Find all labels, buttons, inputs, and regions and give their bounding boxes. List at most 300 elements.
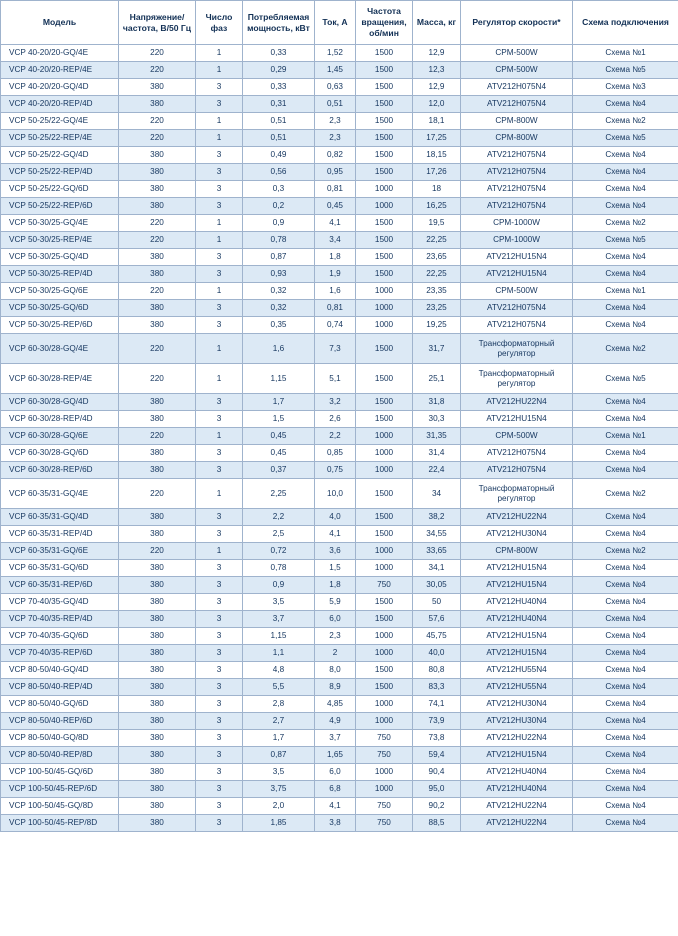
cell-7: ATV212H075N4: [461, 462, 573, 479]
cell-7: ATV212H075N4: [461, 96, 573, 113]
cell-3: 0,45: [243, 445, 315, 462]
cell-8: Схема №4: [573, 730, 678, 747]
cell-1: 380: [119, 266, 196, 283]
cell-1: 380: [119, 662, 196, 679]
cell-4: 4,1: [315, 215, 356, 232]
cell-6: 95,0: [413, 781, 461, 798]
cell-5: 1500: [356, 394, 413, 411]
cell-7: ATV212HU15N4: [461, 577, 573, 594]
cell-3: 0,49: [243, 147, 315, 164]
cell-model: VCP 50-30/25-GQ/6E: [1, 283, 119, 300]
table-row: [1, 696, 678, 713]
cell-1: 380: [119, 781, 196, 798]
cell-8: Схема №4: [573, 394, 678, 411]
column-header-7: Регулятор скорости*: [461, 1, 573, 45]
cell-model: VCP 80-50/40-REP/8D: [1, 747, 119, 764]
cell-8: Схема №2: [573, 543, 678, 560]
cell-7: Трансформаторный регулятор: [461, 479, 573, 509]
cell-1: 380: [119, 198, 196, 215]
cell-3: 1,15: [243, 364, 315, 394]
table-row: [1, 317, 678, 334]
cell-1: 380: [119, 249, 196, 266]
cell-2: 3: [196, 394, 243, 411]
cell-1: 380: [119, 594, 196, 611]
cell-2: 3: [196, 300, 243, 317]
cell-5: 1000: [356, 560, 413, 577]
cell-1: 380: [119, 181, 196, 198]
cell-8: Схема №2: [573, 113, 678, 130]
cell-8: Схема №1: [573, 45, 678, 62]
cell-1: 220: [119, 334, 196, 364]
cell-5: 1500: [356, 79, 413, 96]
cell-3: 3,75: [243, 781, 315, 798]
cell-5: 1000: [356, 645, 413, 662]
cell-1: 380: [119, 696, 196, 713]
cell-model: VCP 40-20/20-REP/4D: [1, 96, 119, 113]
cell-4: 0,75: [315, 462, 356, 479]
cell-3: 4,8: [243, 662, 315, 679]
cell-4: 5,1: [315, 364, 356, 394]
table-row: [1, 645, 678, 662]
cell-2: 3: [196, 611, 243, 628]
cell-4: 0,82: [315, 147, 356, 164]
cell-8: Схема №4: [573, 764, 678, 781]
cell-4: 1,9: [315, 266, 356, 283]
cell-4: 3,2: [315, 394, 356, 411]
column-header-3: Потребляемая мощность, кВт: [243, 1, 315, 45]
cell-2: 3: [196, 645, 243, 662]
cell-2: 3: [196, 79, 243, 96]
cell-5: 750: [356, 747, 413, 764]
cell-2: 3: [196, 747, 243, 764]
cell-3: 1,7: [243, 394, 315, 411]
cell-1: 220: [119, 113, 196, 130]
cell-2: 3: [196, 147, 243, 164]
cell-2: 3: [196, 411, 243, 428]
table-row: [1, 764, 678, 781]
table-row: [1, 662, 678, 679]
cell-model: VCP 60-35/31-GQ/6E: [1, 543, 119, 560]
cell-model: VCP 60-30/28-GQ/6D: [1, 445, 119, 462]
table-row: [1, 543, 678, 560]
table-row: [1, 198, 678, 215]
cell-3: 1,5: [243, 411, 315, 428]
cell-5: 1500: [356, 509, 413, 526]
cell-5: 1500: [356, 232, 413, 249]
cell-1: 380: [119, 628, 196, 645]
cell-model: VCP 50-25/22-GQ/4D: [1, 147, 119, 164]
cell-7: ATV212H075N4: [461, 147, 573, 164]
cell-2: 1: [196, 479, 243, 509]
cell-8: Схема №4: [573, 611, 678, 628]
cell-7: ATV212HU22N4: [461, 815, 573, 832]
cell-8: Схема №4: [573, 96, 678, 113]
cell-6: 40,0: [413, 645, 461, 662]
cell-7: ATV212HU15N4: [461, 645, 573, 662]
cell-8: Схема №4: [573, 249, 678, 266]
table-row: [1, 560, 678, 577]
table-row: [1, 479, 678, 509]
cell-model: VCP 70-40/35-REP/6D: [1, 645, 119, 662]
cell-7: ATV212HU15N4: [461, 249, 573, 266]
cell-2: 3: [196, 249, 243, 266]
cell-5: 750: [356, 798, 413, 815]
cell-2: 3: [196, 198, 243, 215]
cell-5: 1500: [356, 147, 413, 164]
table-row: [1, 445, 678, 462]
column-header-6: Масса, кг: [413, 1, 461, 45]
cell-3: 0,87: [243, 249, 315, 266]
cell-3: 3,7: [243, 611, 315, 628]
cell-6: 18,15: [413, 147, 461, 164]
cell-4: 1,45: [315, 62, 356, 79]
cell-6: 31,35: [413, 428, 461, 445]
table-row: [1, 45, 678, 62]
cell-4: 1,8: [315, 577, 356, 594]
cell-model: VCP 60-35/31-REP/6D: [1, 577, 119, 594]
cell-6: 19,5: [413, 215, 461, 232]
cell-5: 1000: [356, 764, 413, 781]
cell-8: Схема №4: [573, 577, 678, 594]
cell-2: 3: [196, 628, 243, 645]
cell-1: 220: [119, 215, 196, 232]
cell-8: Схема №5: [573, 232, 678, 249]
cell-7: CPM-500W: [461, 428, 573, 445]
cell-4: 5,9: [315, 594, 356, 611]
cell-8: Схема №1: [573, 283, 678, 300]
cell-3: 0,31: [243, 96, 315, 113]
table-row: [1, 428, 678, 445]
cell-6: 80,8: [413, 662, 461, 679]
cell-1: 380: [119, 747, 196, 764]
cell-model: VCP 60-35/31-GQ/4D: [1, 509, 119, 526]
cell-8: Схема №4: [573, 462, 678, 479]
cell-4: 2: [315, 645, 356, 662]
cell-3: 0,35: [243, 317, 315, 334]
cell-1: 220: [119, 232, 196, 249]
cell-model: VCP 60-30/28-GQ/6E: [1, 428, 119, 445]
table-header-row: [1, 1, 678, 45]
cell-2: 3: [196, 815, 243, 832]
cell-1: 380: [119, 645, 196, 662]
cell-1: 380: [119, 679, 196, 696]
cell-8: Схема №5: [573, 62, 678, 79]
cell-3: 1,15: [243, 628, 315, 645]
cell-5: 1500: [356, 113, 413, 130]
cell-7: ATV212HU22N4: [461, 730, 573, 747]
cell-6: 83,3: [413, 679, 461, 696]
cell-3: 2,8: [243, 696, 315, 713]
cell-1: 380: [119, 394, 196, 411]
cell-5: 1000: [356, 317, 413, 334]
cell-6: 59,4: [413, 747, 461, 764]
cell-8: Схема №4: [573, 181, 678, 198]
cell-1: 220: [119, 543, 196, 560]
cell-6: 22,4: [413, 462, 461, 479]
cell-4: 3,6: [315, 543, 356, 560]
cell-2: 3: [196, 713, 243, 730]
cell-8: Схема №4: [573, 815, 678, 832]
cell-3: 2,7: [243, 713, 315, 730]
cell-4: 4,1: [315, 526, 356, 543]
cell-7: ATV212HU30N4: [461, 526, 573, 543]
cell-2: 1: [196, 543, 243, 560]
cell-8: Схема №1: [573, 428, 678, 445]
cell-5: 1500: [356, 266, 413, 283]
cell-4: 0,63: [315, 79, 356, 96]
cell-5: 750: [356, 815, 413, 832]
cell-2: 1: [196, 215, 243, 232]
column-header-0: Модель: [1, 1, 119, 45]
cell-8: Схема №4: [573, 560, 678, 577]
table-row: [1, 96, 678, 113]
cell-model: VCP 50-30/25-REP/6D: [1, 317, 119, 334]
cell-3: 0,37: [243, 462, 315, 479]
cell-model: VCP 50-30/25-REP/4D: [1, 266, 119, 283]
cell-4: 1,52: [315, 45, 356, 62]
cell-4: 0,45: [315, 198, 356, 215]
cell-5: 1000: [356, 713, 413, 730]
cell-7: Трансформаторный регулятор: [461, 364, 573, 394]
table-row: [1, 747, 678, 764]
cell-5: 1500: [356, 164, 413, 181]
table-row: [1, 594, 678, 611]
cell-3: 0,45: [243, 428, 315, 445]
cell-8: Схема №4: [573, 798, 678, 815]
cell-8: Схема №4: [573, 594, 678, 611]
cell-5: 1500: [356, 479, 413, 509]
cell-2: 3: [196, 445, 243, 462]
cell-7: Трансформаторный регулятор: [461, 334, 573, 364]
cell-6: 31,8: [413, 394, 461, 411]
cell-3: 1,6: [243, 334, 315, 364]
cell-4: 1,6: [315, 283, 356, 300]
table-row: [1, 611, 678, 628]
cell-model: VCP 60-30/28-GQ/4D: [1, 394, 119, 411]
cell-7: ATV212H075N4: [461, 317, 573, 334]
cell-6: 74,1: [413, 696, 461, 713]
cell-6: 73,8: [413, 730, 461, 747]
cell-8: Схема №4: [573, 509, 678, 526]
cell-8: Схема №4: [573, 679, 678, 696]
cell-4: 4,0: [315, 509, 356, 526]
cell-8: Схема №5: [573, 130, 678, 147]
cell-3: 0,33: [243, 45, 315, 62]
cell-5: 1000: [356, 198, 413, 215]
cell-2: 3: [196, 181, 243, 198]
cell-4: 2,6: [315, 411, 356, 428]
cell-5: 1000: [356, 696, 413, 713]
cell-2: 3: [196, 526, 243, 543]
cell-5: 1000: [356, 462, 413, 479]
cell-6: 23,35: [413, 283, 461, 300]
cell-4: 3,7: [315, 730, 356, 747]
cell-8: Схема №4: [573, 317, 678, 334]
cell-7: ATV212H075N4: [461, 164, 573, 181]
cell-6: 19,25: [413, 317, 461, 334]
cell-4: 2,3: [315, 130, 356, 147]
cell-model: VCP 40-20/20-GQ/4E: [1, 45, 119, 62]
cell-7: ATV212HU15N4: [461, 266, 573, 283]
cell-2: 3: [196, 462, 243, 479]
cell-4: 4,9: [315, 713, 356, 730]
cell-6: 17,25: [413, 130, 461, 147]
cell-4: 7,3: [315, 334, 356, 364]
table-row: [1, 283, 678, 300]
cell-3: 3,5: [243, 764, 315, 781]
cell-7: ATV212HU40N4: [461, 594, 573, 611]
cell-8: Схема №5: [573, 364, 678, 394]
cell-4: 0,81: [315, 300, 356, 317]
table-row: [1, 781, 678, 798]
cell-model: VCP 80-50/40-GQ/6D: [1, 696, 119, 713]
cell-5: 1500: [356, 526, 413, 543]
cell-5: 1500: [356, 662, 413, 679]
cell-5: 750: [356, 730, 413, 747]
table-header: [1, 1, 678, 45]
cell-6: 34,55: [413, 526, 461, 543]
cell-4: 0,95: [315, 164, 356, 181]
cell-6: 50: [413, 594, 461, 611]
cell-7: ATV212HU15N4: [461, 411, 573, 428]
cell-1: 380: [119, 815, 196, 832]
table-row: [1, 300, 678, 317]
cell-5: 1000: [356, 300, 413, 317]
cell-7: ATV212HU22N4: [461, 394, 573, 411]
table-row: [1, 113, 678, 130]
cell-6: 33,65: [413, 543, 461, 560]
column-header-1: Напряжение/ частота, В/50 Гц: [119, 1, 196, 45]
cell-2: 3: [196, 164, 243, 181]
cell-1: 380: [119, 79, 196, 96]
cell-model: VCP 100-50/45-REP/6D: [1, 781, 119, 798]
table-row: [1, 509, 678, 526]
cell-2: 3: [196, 798, 243, 815]
cell-model: VCP 60-35/31-REP/4D: [1, 526, 119, 543]
cell-1: 380: [119, 509, 196, 526]
cell-8: Схема №4: [573, 662, 678, 679]
cell-3: 0,72: [243, 543, 315, 560]
cell-2: 3: [196, 594, 243, 611]
cell-8: Схема №4: [573, 526, 678, 543]
table-row: [1, 394, 678, 411]
cell-1: 380: [119, 526, 196, 543]
cell-7: ATV212H075N4: [461, 198, 573, 215]
cell-6: 18,1: [413, 113, 461, 130]
cell-8: Схема №3: [573, 79, 678, 96]
cell-5: 1500: [356, 364, 413, 394]
cell-5: 1000: [356, 628, 413, 645]
cell-4: 6,0: [315, 764, 356, 781]
cell-4: 1,65: [315, 747, 356, 764]
cell-3: 0,56: [243, 164, 315, 181]
table-row: [1, 334, 678, 364]
table-row: [1, 713, 678, 730]
table-row: [1, 679, 678, 696]
cell-5: 1000: [356, 445, 413, 462]
cell-5: 1500: [356, 611, 413, 628]
cell-4: 0,51: [315, 96, 356, 113]
cell-7: ATV212HU55N4: [461, 662, 573, 679]
cell-5: 1500: [356, 411, 413, 428]
cell-8: Схема №4: [573, 198, 678, 215]
cell-6: 31,7: [413, 334, 461, 364]
cell-1: 380: [119, 411, 196, 428]
cell-model: VCP 60-30/28-GQ/4E: [1, 334, 119, 364]
cell-7: ATV212H075N4: [461, 445, 573, 462]
table-row: [1, 526, 678, 543]
cell-5: 1000: [356, 781, 413, 798]
cell-2: 3: [196, 679, 243, 696]
cell-7: ATV212H075N4: [461, 181, 573, 198]
cell-8: Схема №4: [573, 147, 678, 164]
cell-1: 380: [119, 317, 196, 334]
cell-model: VCP 40-20/20-GQ/4D: [1, 79, 119, 96]
cell-2: 1: [196, 334, 243, 364]
cell-6: 23,25: [413, 300, 461, 317]
cell-6: 38,2: [413, 509, 461, 526]
cell-8: Схема №4: [573, 411, 678, 428]
cell-model: VCP 70-40/35-GQ/4D: [1, 594, 119, 611]
cell-8: Схема №2: [573, 479, 678, 509]
cell-8: Схема №4: [573, 713, 678, 730]
table-row: [1, 147, 678, 164]
cell-1: 220: [119, 364, 196, 394]
cell-6: 18: [413, 181, 461, 198]
cell-6: 22,25: [413, 232, 461, 249]
cell-3: 0,9: [243, 577, 315, 594]
cell-7: CPM-800W: [461, 113, 573, 130]
cell-6: 12,3: [413, 62, 461, 79]
cell-6: 12,0: [413, 96, 461, 113]
cell-4: 3,8: [315, 815, 356, 832]
cell-4: 6,0: [315, 611, 356, 628]
cell-7: ATV212H075N4: [461, 79, 573, 96]
cell-6: 12,9: [413, 79, 461, 96]
cell-2: 3: [196, 764, 243, 781]
cell-4: 10,0: [315, 479, 356, 509]
cell-3: 0,29: [243, 62, 315, 79]
cell-4: 1,8: [315, 249, 356, 266]
cell-2: 1: [196, 283, 243, 300]
cell-model: VCP 100-50/45-GQ/8D: [1, 798, 119, 815]
cell-5: 1500: [356, 594, 413, 611]
cell-model: VCP 80-50/40-GQ/4D: [1, 662, 119, 679]
cell-3: 5,5: [243, 679, 315, 696]
cell-4: 0,74: [315, 317, 356, 334]
cell-8: Схема №4: [573, 300, 678, 317]
cell-1: 380: [119, 96, 196, 113]
cell-7: CPM-800W: [461, 543, 573, 560]
cell-3: 3,5: [243, 594, 315, 611]
cell-6: 30,05: [413, 577, 461, 594]
cell-1: 380: [119, 300, 196, 317]
cell-6: 25,1: [413, 364, 461, 394]
table-row: [1, 266, 678, 283]
cell-7: ATV212HU40N4: [461, 764, 573, 781]
cell-4: 0,81: [315, 181, 356, 198]
cell-model: VCP 70-40/35-REP/4D: [1, 611, 119, 628]
cell-7: ATV212HU30N4: [461, 696, 573, 713]
cell-model: VCP 100-50/45-REP/8D: [1, 815, 119, 832]
cell-4: 4,1: [315, 798, 356, 815]
table-row: [1, 181, 678, 198]
cell-2: 1: [196, 45, 243, 62]
cell-model: VCP 50-25/22-GQ/4E: [1, 113, 119, 130]
table-row: [1, 815, 678, 832]
table-row: [1, 628, 678, 645]
cell-3: 1,85: [243, 815, 315, 832]
